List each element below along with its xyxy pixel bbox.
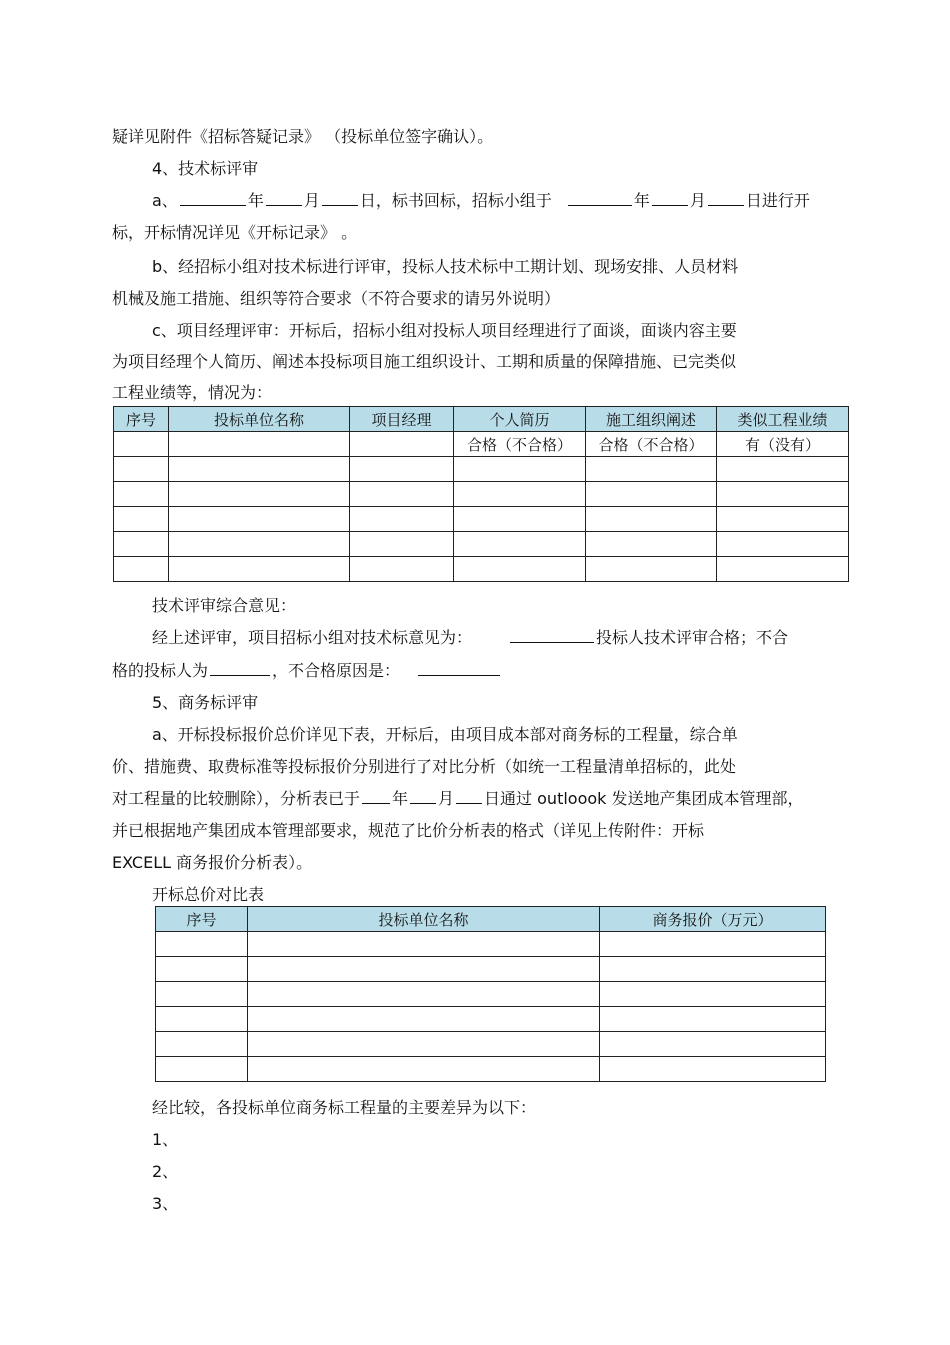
table-row (114, 457, 849, 482)
table-row (156, 982, 826, 1007)
table-row (156, 932, 826, 957)
header-cell: 投标单位名称 (248, 907, 600, 932)
compare-title: 经比较，各投标单位商务标工程量的主要差异为以下： (152, 1098, 537, 1117)
header-cell: 序号 (156, 907, 248, 932)
header-cell: 序号 (114, 407, 169, 432)
section5-a-line2: 价、措施费、取费标准等投标报价分别进行了对比分析（如统一工程量清单招标的，此处 (112, 757, 737, 776)
table-row (156, 1007, 826, 1032)
header-cell: 类似工程业绩 (717, 407, 849, 432)
bid-comparison-table (155, 906, 826, 1082)
table-row (114, 532, 849, 557)
para-continuation: 疑详见附件《招标答疑记录》 （投标单位签字确认）。 (112, 127, 494, 146)
table-row (114, 482, 849, 507)
header-cell: 个人简历 (454, 407, 586, 432)
tech-opinion-line1: 经上述评审，项目招标小组对技术标意见为： 投标人技术评审合格；不合 (152, 628, 789, 647)
section4-a-line1: a、 年 月 日，标书回标，招标小组于 年 月 日进行开 (152, 191, 810, 210)
section4-b-line2: 机械及施工措施、组织等符合要求（不符合要求的请另外说明） (112, 289, 561, 308)
manager-review-table (113, 406, 849, 582)
bid-table-title: 开标总价对比表 (152, 885, 265, 904)
section5-a-line5: EXCELL 商务报价分析表）。 (112, 853, 313, 872)
list-item: 2、 (152, 1162, 179, 1181)
header-cell: 施工组织阐述 (586, 407, 717, 432)
table-cell: 有（没有） (717, 432, 849, 457)
section4-b-line1: b、经招标小组对技术标进行评审，投标人技术标中工期计划、现场安排、人员材料 (152, 257, 739, 276)
section4-c-line3: 工程业绩等，情况为： (112, 383, 273, 402)
section4-c-line1: c、项目经理评审：开标后，招标小组对投标人项目经理进行了面谈，面谈内容主要 (152, 321, 737, 340)
table-subheader-row (114, 432, 849, 457)
table-row (114, 507, 849, 532)
section5-heading: 5、商务标评审 (152, 693, 259, 712)
section5-a-line4: 并已根据地产集团成本管理部要求，规范了比价分析表的格式（详见上传附件：开标 (112, 821, 705, 840)
list-item: 1、 (152, 1130, 179, 1149)
table-header-row (156, 907, 826, 932)
table-cell: 合格（不合格） (454, 432, 586, 457)
section4-c-line2: 为项目经理个人简历、阐述本投标项目施工组织设计、工期和质量的保障措施、已完类似 (112, 352, 737, 371)
header-cell: 商务报价（万元） (600, 907, 826, 932)
table-cell: 合格（不合格） (586, 432, 717, 457)
table-cell (169, 432, 350, 457)
table-row (156, 1032, 826, 1057)
section5-a-line3: 对工程量的比较删除），分析表已于 年 月 日通过 outloook 发送地产集团成本管理部， (112, 789, 804, 808)
table-cell (114, 432, 169, 457)
section5-a-line1: a、开标投标报价总价详见下表，开标后，由项目成本部对商务标的工程量，综合单 (152, 725, 738, 744)
header-cell: 项目经理 (350, 407, 454, 432)
section4-a-line2: 标，开标情况详见《开标记录》 。 (112, 223, 358, 242)
table-row (156, 957, 826, 982)
table-cell (350, 432, 454, 457)
header-cell: 投标单位名称 (169, 407, 350, 432)
tech-opinion-title: 技术评审综合意见： (152, 596, 297, 615)
list-item: 3、 (152, 1194, 179, 1213)
section4-heading: 4、技术标评审 (152, 159, 259, 178)
table-row (156, 1057, 826, 1082)
table-header-row (114, 407, 849, 432)
table-row (114, 557, 849, 582)
tech-opinion-line2: 格的投标人为 ，不合格原因是： (112, 660, 502, 682)
